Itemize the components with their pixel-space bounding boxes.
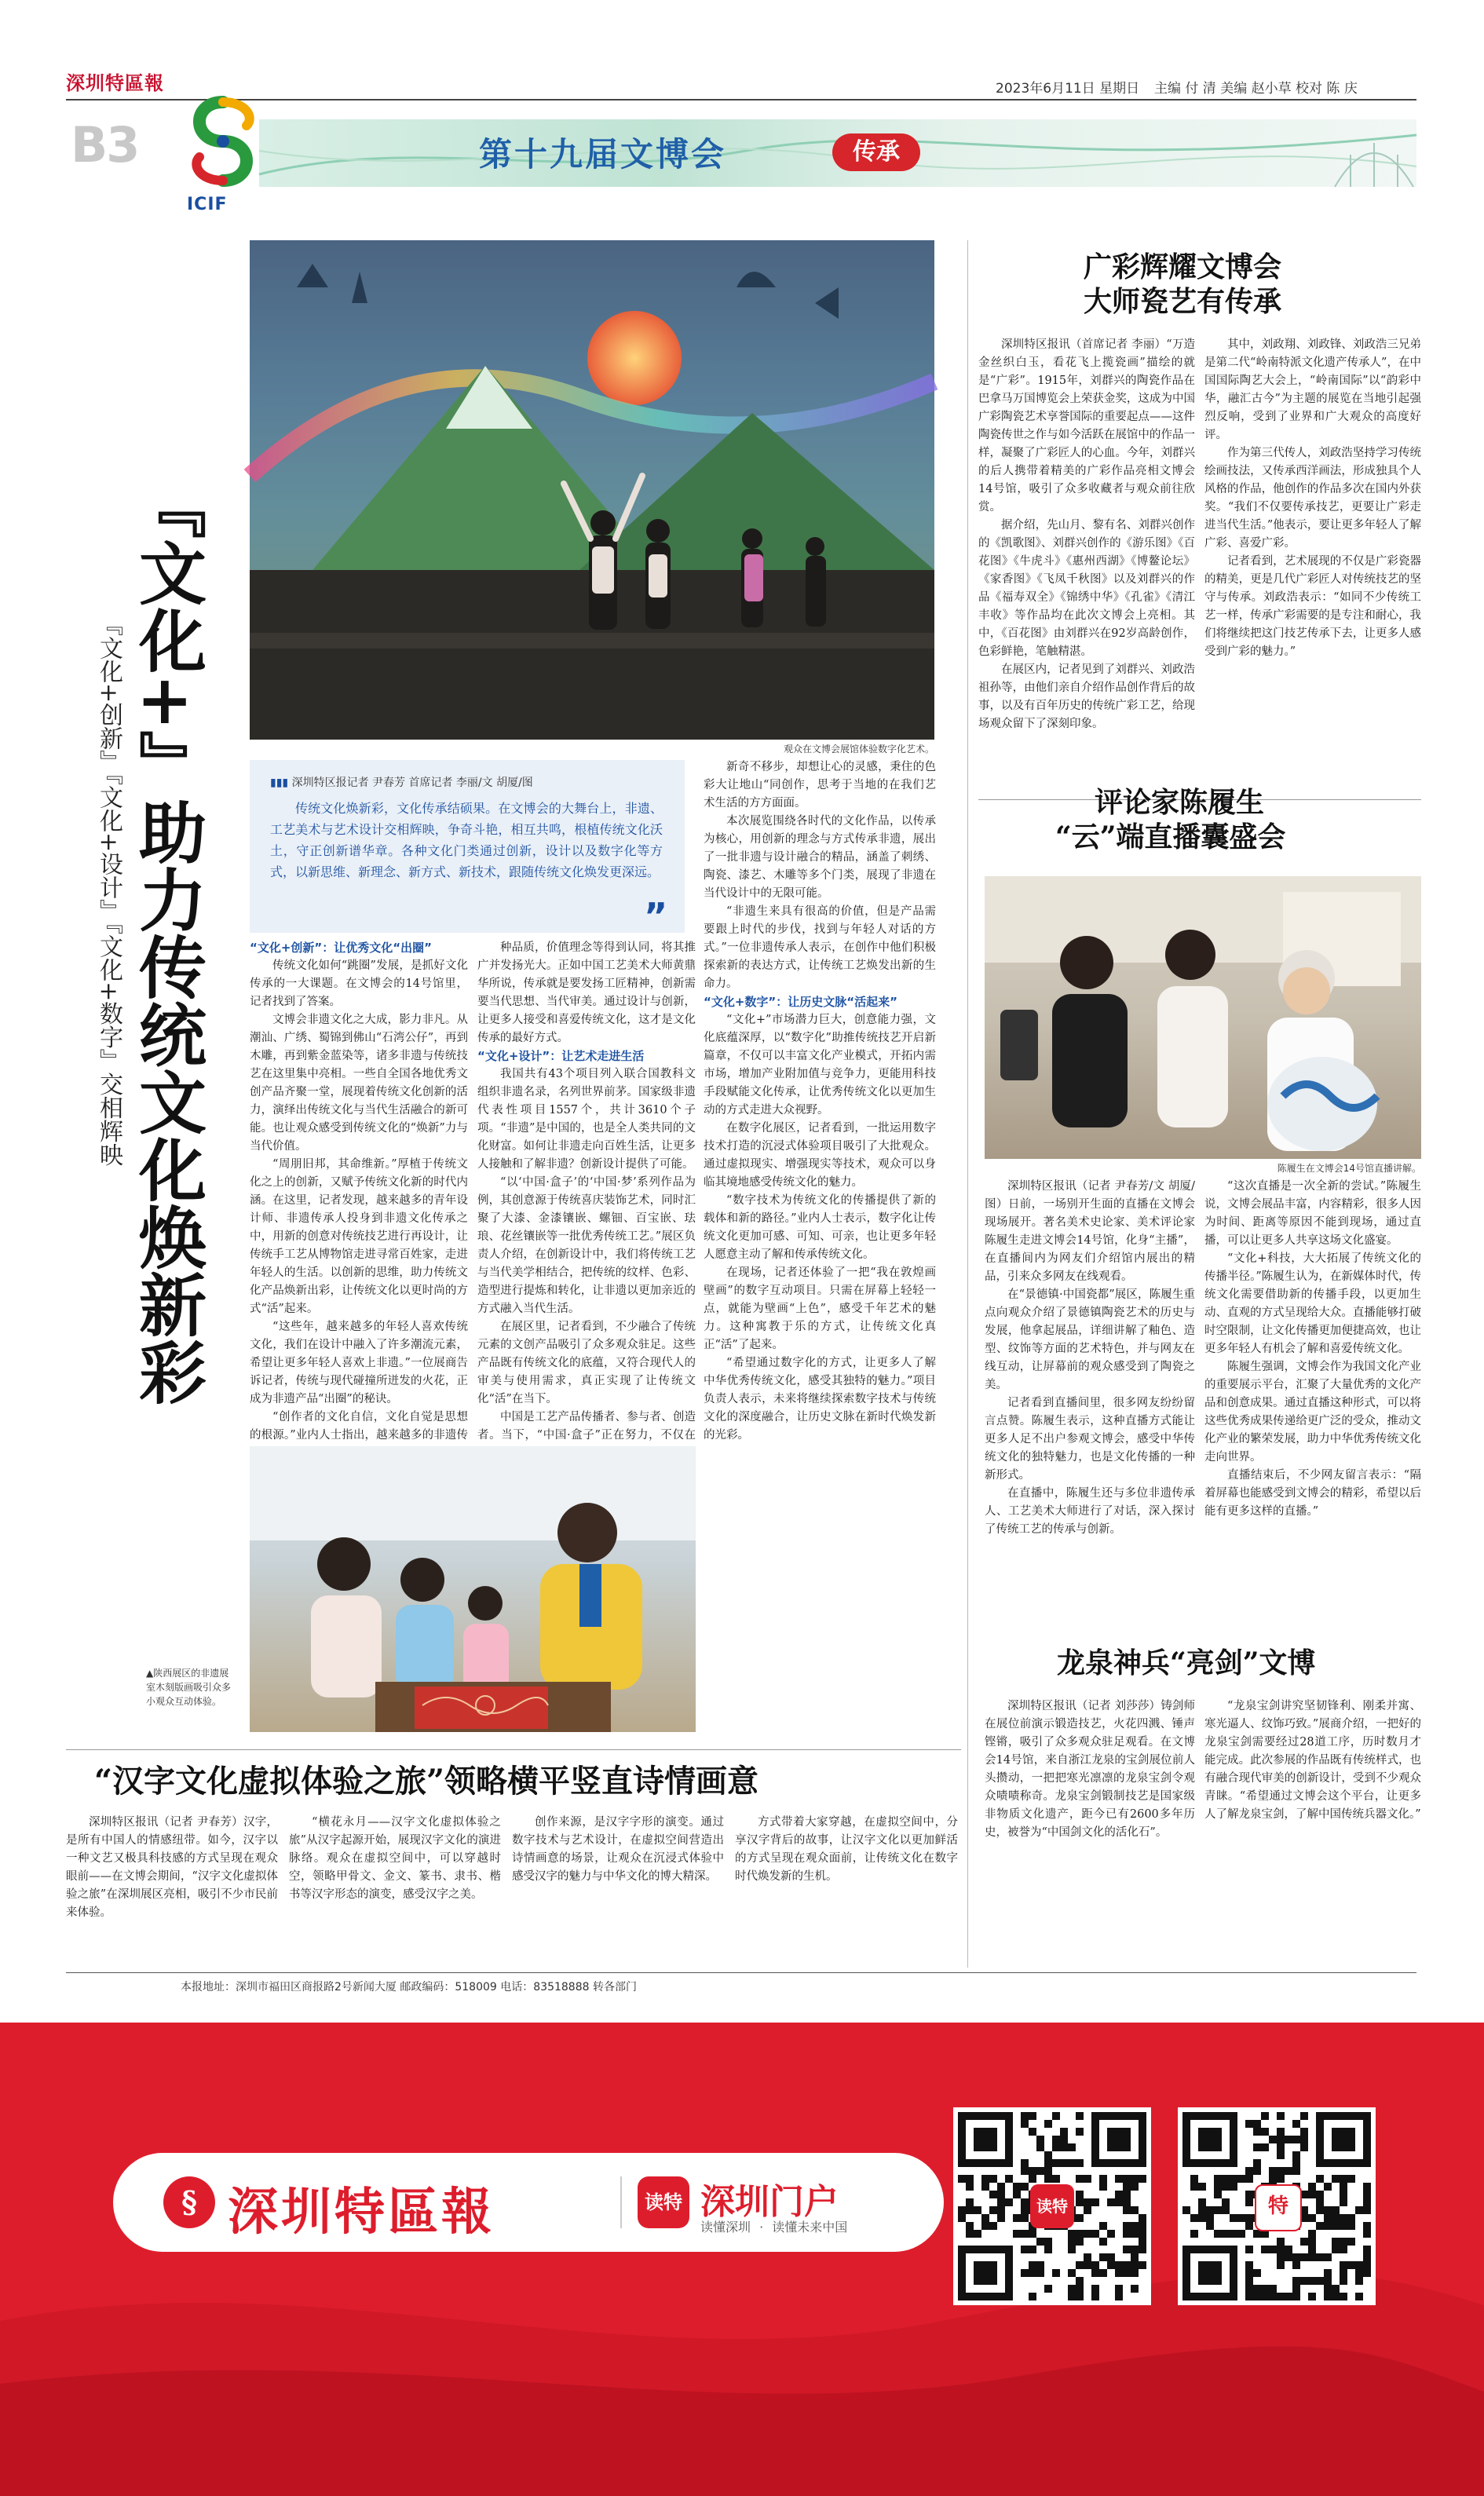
article3-title-line1: 评论家陈履生 (1095, 786, 1265, 819)
article3-title-line2: “云”端直播囊盛会 (1055, 820, 1286, 853)
page-number: B3 (71, 116, 139, 174)
body-paragraph: 传统文化如何“跳圈”发展，是抓好文化传承的一大课题。在文博会的14号馆里，记者找到了答案。 (250, 959, 468, 1008)
masthead (0, 0, 1484, 251)
article3-photo-livestream (985, 876, 1421, 1159)
body-paragraph: 中国是工艺产品传播者、参与者、创造者。当下，“中国·盒子”正在努力，不仅在 (477, 1411, 696, 1442)
footer-logo-divider (620, 2176, 622, 2228)
lead-subheadline: 『文化+创新』『文化+设计』『文化+数字』交相辉映 (95, 612, 122, 1167)
address-line: 本报地址：深圳市福田区商报路2号新闻大厦 邮政编码：518009 电话：83518888 转各部门 (181, 1981, 637, 1994)
body-paragraph: “周朋旧邦，其命维新。”厚植于传统文化之上的创新，又赋予传统文化新的时代内涵。在这里，记者发现，越来越多的青年设计师、非遗传承人投身到非遗文化传承之中，用新的创意对传统技艺进行再设计，让传统手工艺从博物馆走进寻常百姓家，走进年轻人的生活。以创新的思维，助力传统文化产品焕新出彩，让传统文化以更时尚的方式“活”起来。 (250, 1158, 468, 1315)
body-paragraph: “数字技术为传统文化的传播提供了新的载体和新的路径。”业内人士表示，数字化让传统文化更加可感、可知、可亲，也让更多年轻人愿意主动了解和传承传统文化。 (704, 1194, 936, 1261)
qr-code-paper[interactable] (1178, 2107, 1376, 2305)
section-subheading: “文化+设计”：让艺术走进生活 (477, 1049, 645, 1063)
article5-column-1: 深圳特区报讯（记者 刘莎莎）铸剑师在展位前演示锻造技艺，火花四溅、锤声铿锵，吸引了众多观众驻足观看。在文博会14号馆，来自浙江龙泉的宝剑展位前人头攒动，一把把寒光凛凛的龙泉宝剑令观众啧啧称奇。龙泉宝剑锻制技艺是国家级非物质文化遗产，距今已有2600多年历史，被誉为“中国剑文化的活化石”。 (985, 1700, 1195, 1839)
body-paragraph: “这次直播是一次全新的尝试。”陈履生说，文博会展品丰富，内容精彩，很多人因为时间、距离等原因不能到现场，通过直播，可以让更多人共享这场文化盛宴。 (1204, 1180, 1421, 1247)
slogan-part-2: 读懂未来中国 (772, 2220, 848, 2235)
body-paragraph: 在展区里，记者看到，不少融合了传统元素的文创产品吸引了众多观众驻足。这些产品既有传统文化的底蕴，又符合现代人的审美与使用需求，真正实现了让传统文化“活”在当下。 (477, 1321, 696, 1405)
dute-app-icon: 读特 (638, 2176, 689, 2228)
article4-column-4: 方式带着大家穿越，在虚拟空间中，分享汉字背后的故事，让汉字文化以更加鲜活的方式呈现在观众面前，让传统文化在数字时代焕发新的生机。 (735, 1816, 958, 1883)
article4-title: “汉字文化虚拟体验之旅”领略横平竖直诗情画意 (94, 1763, 759, 1800)
portal-slogan: 读懂深圳 · 读懂未来中国 (700, 2220, 848, 2235)
article3-column-2 (1204, 1178, 1421, 1719)
footer-ad (0, 2023, 1484, 2496)
icif-logo-icon (176, 94, 270, 196)
qr-paper-badge: 特 (1255, 2184, 1302, 2231)
body-paragraph: 在数字化展区，记者看到，一批运用数字技术打造的沉浸式体验项目吸引了大批观众。通过虚拟现实、增强现实等技术，观众可以身临其境地感受传统文化的魅力。 (704, 1122, 936, 1189)
article2-title-line2: 大师瓷艺有传承 (1084, 285, 1282, 318)
body-paragraph: 在直播中，陈履生还与多位非遗传承人、工艺美术大师进行了对话，深入探讨了传统工艺的传承与创新。 (985, 1487, 1195, 1536)
body-paragraph: 记者看到直播间里，很多网友纷纷留言点赞。陈履生表示，这种直播方式能让更多人足不出户参观文博会，感受中华传统文化的独特魅力，也是文化传播的一种新形式。 (985, 1397, 1195, 1482)
portal-title: 深圳门户 (700, 2182, 839, 2222)
body-paragraph: 记者看到，艺术展现的不仅是广彩瓷器的精美，更是几代广彩匠人对传统技艺的坚守与传承。刘政浩表示：“如同不少传统工艺一样，传承广彩需要的是专注和耐心，我们将继续把这门技艺传承下去，让更多人感受到广彩的魅力。” (1204, 555, 1421, 658)
body-paragraph: 深圳特区报讯（首席记者 李丽）“万造金丝织白玉，看花飞上揽瓷画”描绘的就是“广彩”。1915年，刘群兴的陶瓷作品在巴拿马万国博览会上荣获金奖，这成为中国广彩陶瓷艺术享誉国际的重要起点——这件陶瓷传世之作与如今活跃在展馆中的作品一样，凝聚了广彩匠人的心血。今年，刘群兴的后人携带着精美的广彩作品亮相文博会14号馆，吸引了众多收藏者与观众前往欣赏。 (978, 338, 1195, 513)
lead-intro-text: 传统文化焕新彩，文化传承结硕果。在文博会的大舞台上，非遗、工艺美术与艺术设计交相辉映，争奇斗艳，相互共鸣，根植传统文化沃土，守正创新谱华章。各种文化门类通过创新，设计以及数字化等方式，以新思维、新理念、新方式、新技术，跟随传统文化焕发更深远。 (270, 801, 663, 879)
body-paragraph: 新奇不移步，却想让心的灵感，秉住的色彩大让地山“同创作，思考于当地的在我们艺术生活的方方面面。 (704, 761, 936, 809)
body-paragraph: “以‘中国·盒子’的‘中国·梦’系列作品为例，其创意源于传统喜庆装饰艺术，同时汇聚了大漆、金漆镶嵌、螺钿、百宝嵌、珐琅、花丝镶嵌等一批优秀传统工艺。”展区负责人介绍，在创新设计中，我们将传统工艺与当代美学相结合，把传统的纹样、色彩、造型进行提炼和转化，让非遗以更加亲近的方式融入当代生活。 (477, 1176, 696, 1315)
body-paragraph: 其中，刘政翔、刘政锋、刘政浩三兄弟是第二代“岭南特派文化遗产传承人”，在中国国际陶艺大会上，“岭南国际”以“韵彩中华，融汇古今”为主题的展览在当地引起强烈反响，受到了业界和广大观众的高度好评。 (1204, 338, 1421, 441)
body-paragraph: 深圳特区报讯（记者 尹春芳/文 胡厦/图）日前，一场别开生面的直播在文博会现场展开。著名美术史论家、美术评论家陈履生走进文博会14号馆，化身“主播”，在直播间内为网友们介绍馆内展出的精品，引来众多网友在线观看。 (985, 1180, 1195, 1283)
byline-text: 深圳特区报记者 尹春芳 首席记者 李丽/文 胡厦/图 (291, 777, 533, 789)
article2-title-line1: 广彩辉耀文博会 (1084, 250, 1282, 283)
body-paragraph: 直播结束后，不少网友留言表示：“隔着屏幕也能感受到文博会的精彩，希望以后能有更多这样的直播。” (1204, 1469, 1421, 1518)
body-paragraph: 陈履生强调，文博会作为我国文化产业的重要展示平台，汇聚了大量优秀的文化产品和创意成果。通过直播这种形式，可以将这些优秀成果传递给更广泛的受众，推动文化产业的繁荣发展，助力中华优秀传统文化走向世界。 (1204, 1361, 1421, 1464)
article4-column-2: “横花永月——汉字文化虚拟体验之旅”从汉字起源开始，展现汉字文化的演进脉络。观众在虚拟空间中，可以穿越时空，领略甲骨文、金文、篆书、隶书、楷书等汉字形态的演变，感受汉字之美。 (289, 1816, 501, 1901)
article3-photo-caption: 陈履生在文博会14号馆直播讲解。 (1277, 1163, 1421, 1174)
body-paragraph: 在展区内，记者见到了刘群兴、刘政浩祖孙等，由他们亲自介绍作品创作背后的故事，以及有百年历史的传统广彩工艺，给现场观众留下了深刻印象。 (978, 663, 1195, 730)
banner-title: 第十九届文博会 (479, 135, 727, 174)
body-paragraph: 种品质，价值理念等得到认同，将其推广并发扬光大。正如中国工艺美术大师黄鼎华所说，传承就是要发扬工匠精神，创新需要当代思想、当代审美。通过设计与创新，让更多人接受和喜爱传统文化，这才是文化传承的最好方式。 (477, 941, 696, 1044)
lead-photo-digital-art (250, 240, 934, 740)
body-paragraph: “这些年，越来越多的年轻人喜欢传统文化，我们在设计中融入了许多潮流元素，希望让更多年轻人喜欢上非遗。”一位展商告诉记者，传统与现代碰撞所迸发的火花，正成为非遗产品“出圈”的秘诀。 (250, 1321, 468, 1405)
article5-title: 龙泉神兵“亮剑”文博 (1057, 1646, 1316, 1679)
body-paragraph: 我国共有43个项目列入联合国教科文组织非遗名录，名列世界前茅。国家级非遗代表性项目1557个，共计3610个子项。“非遗”是中国的，也是全人类共同的文化财富。如何让非遗走向百姓生活，让更多人接触和了解非遗？创新设计提供了可能。 (477, 1068, 696, 1171)
article4-column-3: 创作来源，是汉字字形的演变。通过数字技术与艺术设计，在虚拟空间营造出诗情画意的场景，让观众在沉浸式体验中感受汉字的魅力与中华文化的博大精深。 (512, 1816, 724, 1883)
body-paragraph: “希望通过数字化的方式，让更多人了解中华优秀传统文化，感受其独特的魅力。”项目负责人表示，未来将继续探索数字技术与传统文化的深度融合，让历史文脉在新时代焕发新的光彩。 (704, 1357, 936, 1442)
qr-dute-badge: 读特 (1030, 2184, 1074, 2228)
icif-text: ICIF (187, 195, 228, 214)
footer-logo-text: 深圳特區報 (228, 2183, 495, 2242)
article4-top-rule (66, 1749, 961, 1750)
lead-photo-kids-printmaking (250, 1446, 696, 1732)
date-line: 2023年6月11日 星期日 (996, 81, 1140, 97)
lead-photo1-caption: 观众在文博会展馆体验数字化艺术。 (783, 744, 934, 755)
lead-byline (270, 774, 533, 790)
lead-column-2 (477, 939, 696, 1442)
address-rule (66, 1972, 1416, 1973)
body-paragraph: 文博会非遗文化之大成，影力非凡。从潮汕、广绣、蜀锦到佛山“石湾公仔”，再到木雕，再到紫金蓝染等，诸多非遗与传统技艺在这里集中亮相。一些自全国各地优秀文创产品齐聚一堂，展现着传统文化创新的活力，演绎出传统文化与当代生活融合的新可能。也让观众感受到传统文化的“焕新”力与当代价值。 (250, 1014, 468, 1153)
editors-line: 主编 付 清 美编 赵小草 校对 陈 庆 (1154, 81, 1358, 97)
qr-code-dute[interactable] (953, 2107, 1151, 2305)
lead-headline: 『文化+』助力传统文化焕新彩 (127, 471, 207, 1406)
article3-column-1 (985, 1178, 1195, 1719)
body-paragraph: 在“景德镇·中国瓷都”展区，陈履生重点向观众介绍了景德镇陶瓷艺术的历史与发展，他拿起展品，详细讲解了釉色、造型、纹饰等方面的艺术特色，并与网友在线互动，让屏幕前的观众感受到了陶瓷之美。 (985, 1288, 1195, 1391)
body-paragraph: “文化+”市场潜力巨大，创意能力强，文化底蕴深厚，以“数字化”助推传统技艺开启新篇章，不仅可以丰富文化产业模式，开拓内需市场，增加产业附加值与竞争力，更能用科技手段赋能文化传承，让优秀传统文化以更加生动的方式走进大众视野。 (704, 1014, 936, 1116)
lead-column-3 (704, 758, 936, 1732)
quote-mark-icon: ” (644, 895, 668, 937)
paper-logo-small: 深圳特區報 (66, 71, 164, 94)
slogan-part-1: 读懂深圳 (700, 2220, 751, 2235)
section-subheading: “文化+创新”：让优秀文化“出圈” (250, 941, 433, 955)
byline-bars-icon: ▮▮▮ (270, 777, 289, 789)
body-paragraph: 在现场，记者还体验了一把“我在敦煌画壁画”的数字互动项目。只需在屏幕上轻轻一点，就能为壁画“上色”，感受千年艺术的魅力。这种寓教于乐的方式，让传统文化真正“活”了起来。 (704, 1266, 936, 1351)
lead-photo2-caption: ▲陕西展区的非遗展室木刻版画吸引众多小观众互动体验。 (146, 1668, 232, 1707)
article5-column-2: “龙泉宝剑讲究坚韧锋利、刚柔并寓、寒光逼人、纹饰巧致。”展商介绍，一把好的龙泉宝剑需要经过28道工序，历时数月才能完成。此次参展的作品既有传统样式，也有融合现代审美的创新设计，受到不少观众青睐。“希望通过文博会这个平台，让更多人了解龙泉宝剑，了解中国传统兵器文化。” (1204, 1700, 1421, 1821)
column-divider (967, 240, 968, 1968)
lead-column-1 (250, 939, 468, 1442)
footer-logo-emblem-icon: § (163, 2176, 215, 2228)
body-paragraph: 本次展览围绕各时代的文化作品，以传承为核心，用创新的理念与方式传承非遗，展出了一批非遗与设计融合的精品，涵盖了刺绣、陶瓷、漆艺、木雕等多个门类，展现了非遗在当代设计中的无限可能。 (704, 815, 936, 900)
section-subheading: “文化+数字”：让历史文脉“活起来” (704, 995, 898, 1009)
banner-tag: 传承 (832, 133, 920, 171)
body-paragraph: 据介绍，先山月、黎有名、刘群兴创作的《凯歌图》、刘群兴创作的《游乐图》《百花图》《牛虎斗》《惠州西湖》《博鳌论坛》《家香图》《飞凤千秋图》以及刘群兴的作品《福寿双全》《锦绣中华》《孔雀》《清江丰收》等作品均在此次文博会上亮相。其中，《百花图》由刘群兴在92岁高龄创作，色彩鲜艳，笔触精湛。 (978, 519, 1195, 658)
body-paragraph: 作为第三代传人，刘政浩坚持学习传统绘画技法，又传承西洋画法，形成独具个人风格的作品，他创作的作品多次在国内外获奖。“我们不仅要传承技艺，更要让广彩走进当代生活。”他表示，要让更多年轻人了解广彩、喜爱广彩。 (1204, 447, 1421, 550)
article2-column-1 (978, 336, 1195, 795)
article2-column-2 (1204, 336, 1421, 795)
body-paragraph: “文化+科技，大大拓展了传统文化的传播半径。”陈履生认为，在新媒体时代，传统文化需要借助新的传播手段，以更加生动、直观的方式呈现给大众。直播能够打破时空限制，让文化传播更加便捷高效，也让更多年轻人有机会了解和喜爱传统文化。 (1204, 1252, 1421, 1355)
body-paragraph: “非遗生来具有很高的价值，但是产品需要跟上时代的步伐，找到与年轻人对话的方式。”一位非遗传承人表示，在创作中他们积极探索新的表达方式，让传统工艺焕发出新的生命力。 (704, 905, 936, 990)
article4-column-1: 深圳特区报讯（记者 尹春芳）汉字，是所有中国人的情感纽带。如今，汉字以一种文艺又极具科技感的方式呈现在观众眼前——在文博会期间，“汉字文化虚拟体验之旅”在深圳展区亮相，吸引不少市民前来体验。 (66, 1816, 278, 1919)
body-paragraph: “创作者的文化自信，文化自觉是思想的根源。”业内人士指出，越来越多的非遗传 (250, 1411, 468, 1442)
